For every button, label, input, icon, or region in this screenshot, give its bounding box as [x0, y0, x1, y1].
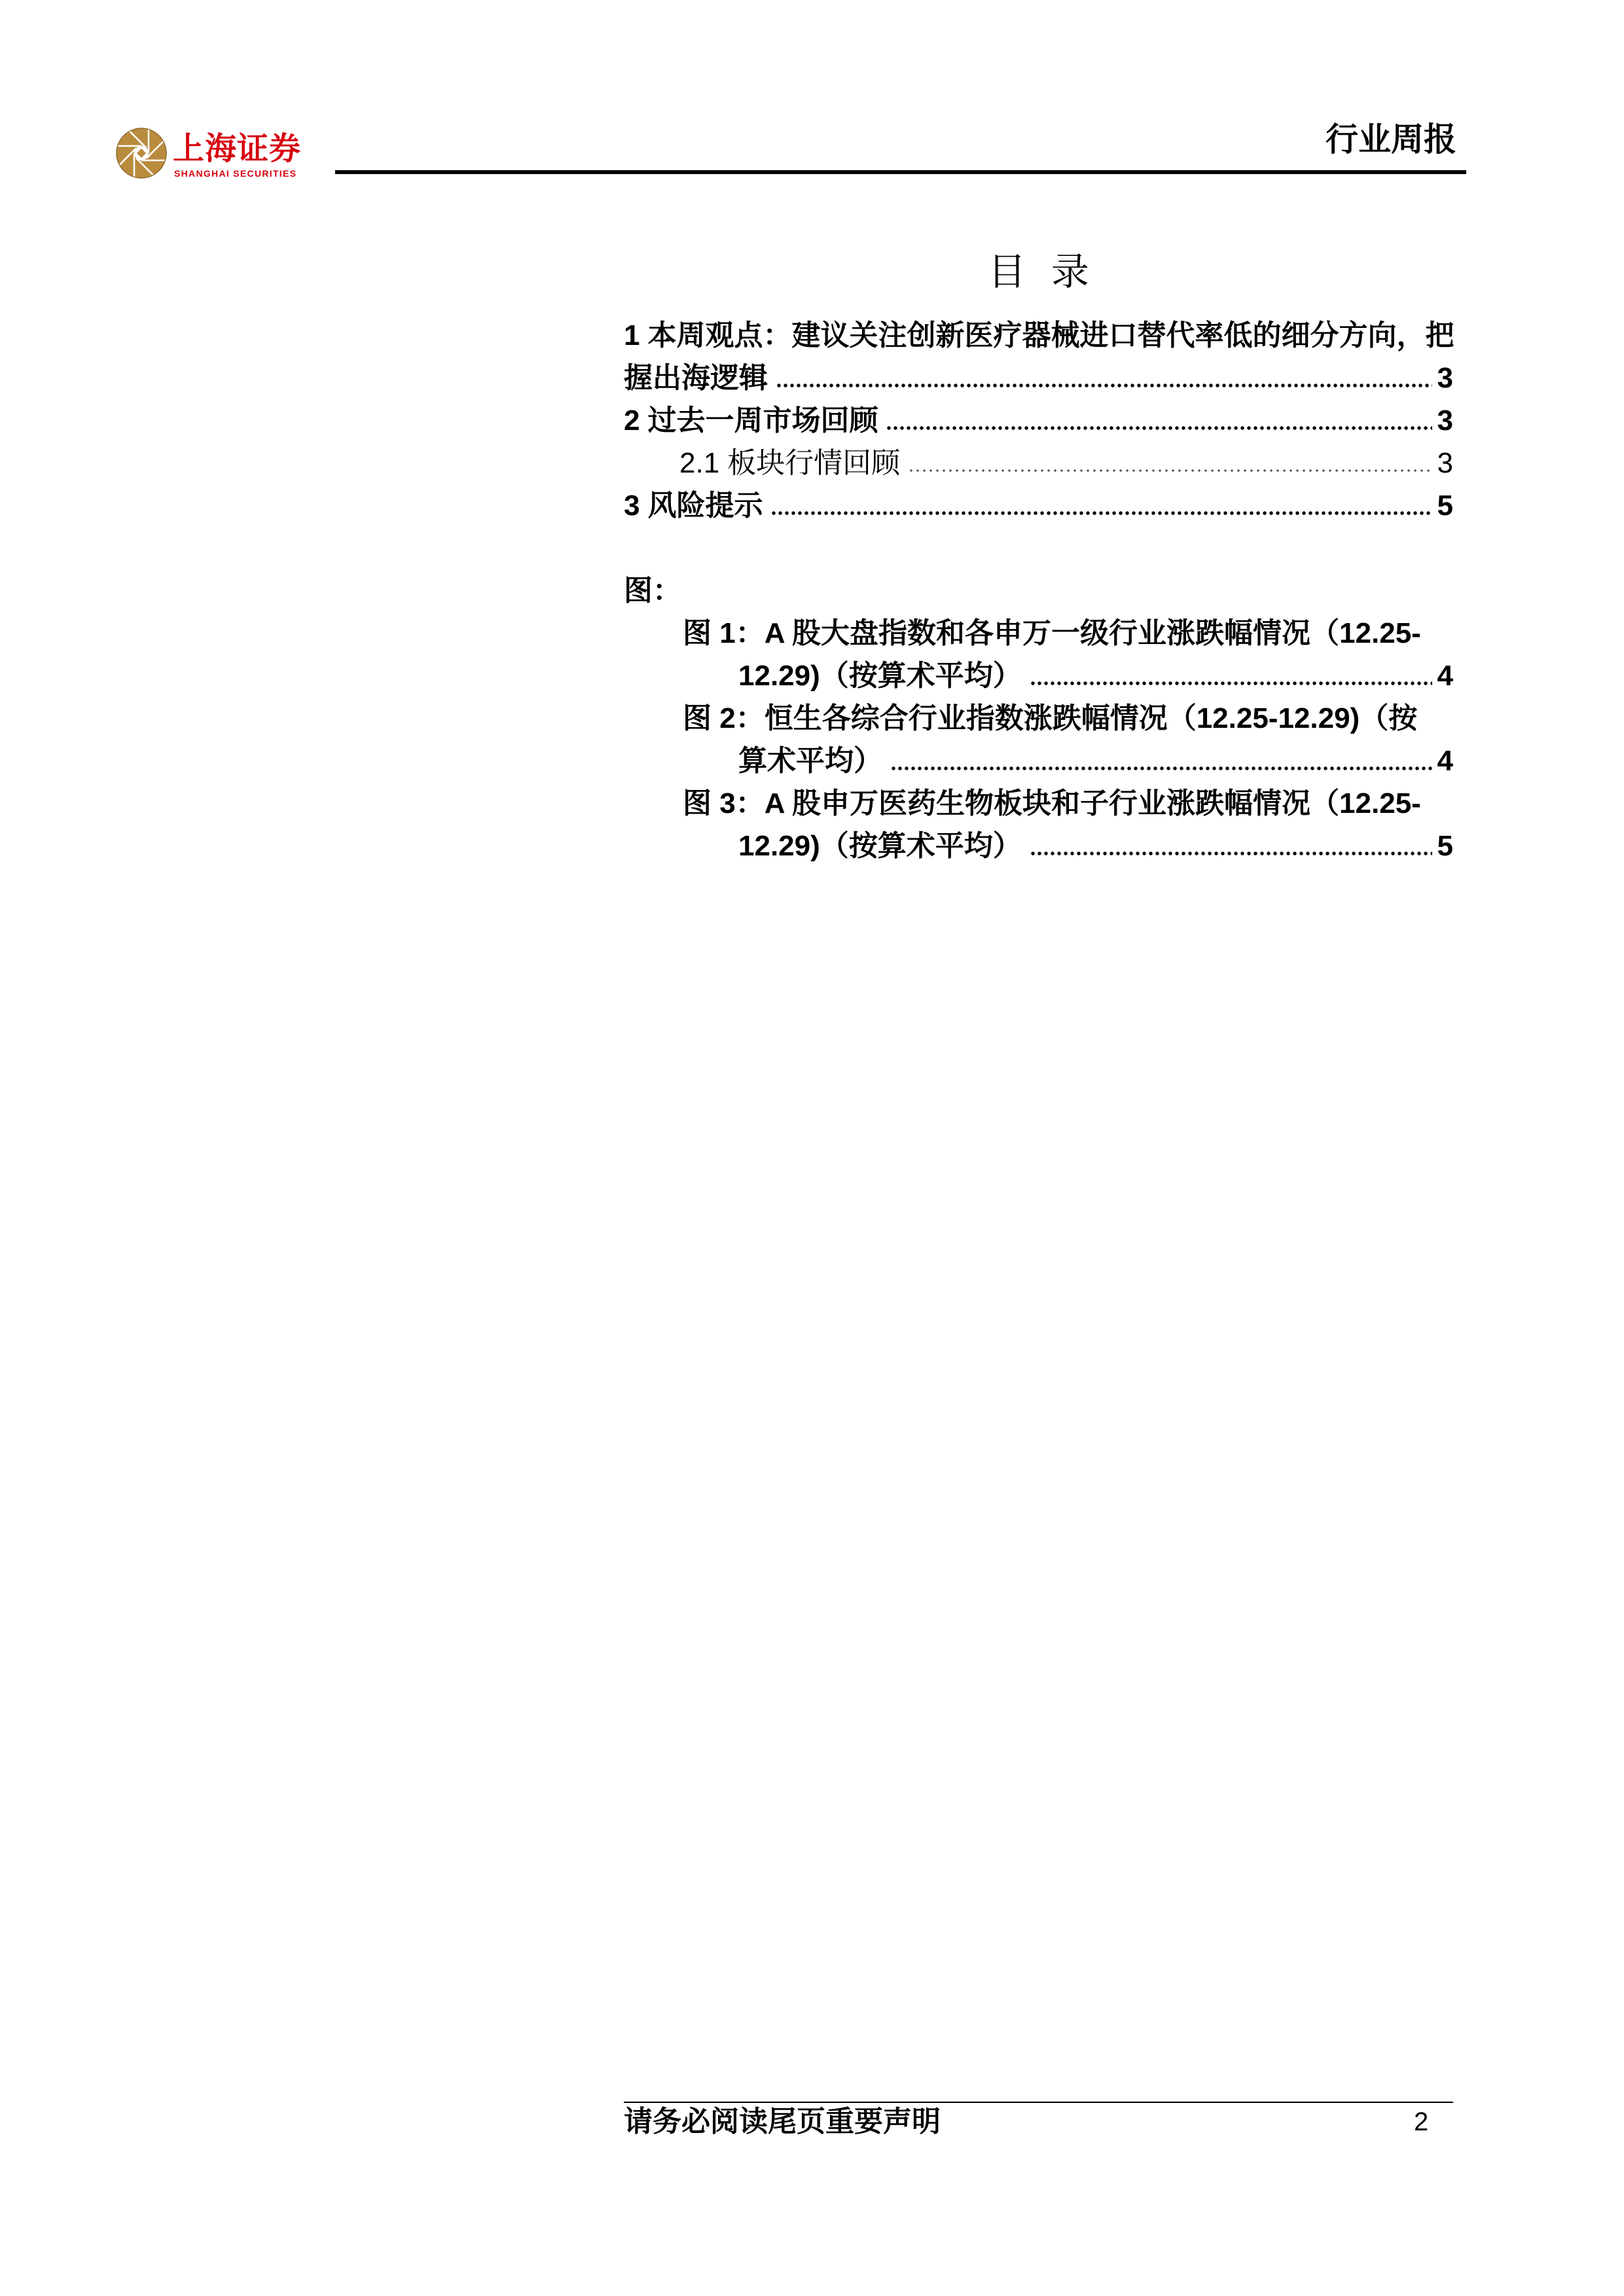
toc-entry-title: 板块行情回顾 — [727, 447, 901, 479]
dot-leader — [908, 442, 1432, 484]
figure-entry-line — [624, 655, 1453, 697]
figure-entry-page: 4 — [1437, 745, 1453, 777]
figure-entry-2[interactable] — [624, 697, 1453, 782]
figure-entry-line — [624, 697, 1453, 740]
figure-entry-3[interactable] — [624, 782, 1453, 867]
shanghai-securities-emblem-icon — [115, 127, 168, 179]
toc-entry-2-1[interactable] — [624, 442, 1453, 484]
figure-entry-line — [624, 740, 1453, 782]
dot-leader — [1030, 655, 1432, 697]
dot-leader — [776, 357, 1432, 399]
toc-entry-3[interactable] — [624, 484, 1453, 527]
toc-entry-page: 5 — [1437, 490, 1453, 522]
header-divider — [335, 170, 1466, 174]
figure-entry-title: 12.29)（按算术平均） — [738, 660, 1022, 692]
toc-entry-number: 2 — [624, 404, 640, 437]
figure-entry-line — [624, 825, 1453, 867]
report-type-label: 行业周报 — [1326, 121, 1456, 158]
toc-entry-2[interactable] — [624, 399, 1453, 442]
dot-leader — [1030, 825, 1432, 867]
figure-entry-title: 12.29)（按算术平均） — [738, 830, 1022, 862]
figure-entry-page: 5 — [1437, 830, 1453, 862]
table-of-contents — [624, 314, 1453, 527]
toc-entry-page: 3 — [1437, 447, 1453, 479]
toc-entry-title: 过去一周市场回顾 — [647, 404, 878, 437]
toc-entry-number: 1 — [624, 319, 640, 351]
toc-entry-line — [624, 484, 1453, 527]
figure-entry-title: 图 3：A 股申万医药生物板块和子行业涨跌幅情况（12.25- — [683, 787, 1421, 819]
toc-entry-title: 风险提示 — [647, 490, 763, 522]
toc-entry-line — [679, 442, 1453, 484]
figure-entry-1[interactable] — [624, 612, 1453, 697]
logo-name-en: SHANGHAI SECURITIES — [174, 168, 297, 179]
toc-entry-number: 2.1 — [679, 447, 720, 479]
dot-leader — [886, 399, 1432, 442]
toc-entry-title: 握出海逻辑 — [624, 362, 768, 394]
toc-entry-page: 3 — [1437, 404, 1453, 437]
figure-entry-title: 算术平均） — [738, 745, 882, 777]
toc-entry-1[interactable] — [624, 314, 1453, 399]
logo-name-cn: 上海证券 — [173, 132, 302, 166]
figure-entry-line — [624, 612, 1453, 655]
figure-entry-title: 图 2：恒生各综合行业指数涨跌幅情况（12.25-12.29)（按 — [683, 702, 1418, 734]
figure-entry-title: 图 1：A 股大盘指数和各申万一级行业涨跌幅情况（12.25- — [683, 617, 1421, 649]
toc-entry-page: 3 — [1437, 362, 1453, 394]
page-number: 2 — [1414, 2108, 1429, 2136]
toc-entry-title: 本周观点：建议关注创新医疗器械进口替代率低的细分方向，把 — [647, 319, 1454, 351]
figure-list-heading: 图： — [624, 575, 681, 607]
dot-leader — [770, 484, 1432, 527]
figure-list — [624, 569, 1453, 867]
toc-title: 目 录 — [988, 251, 1089, 293]
toc-entry-line — [624, 357, 1453, 399]
toc-entry-line — [624, 314, 1453, 357]
toc-entry-number: 3 — [624, 490, 640, 522]
footer-disclaimer: 请务必阅读尾页重要声明 — [624, 2106, 941, 2138]
toc-entry-line — [624, 399, 1453, 442]
figure-entry-page: 4 — [1437, 660, 1453, 692]
figure-entry-line — [624, 782, 1453, 825]
dot-leader — [890, 740, 1432, 782]
